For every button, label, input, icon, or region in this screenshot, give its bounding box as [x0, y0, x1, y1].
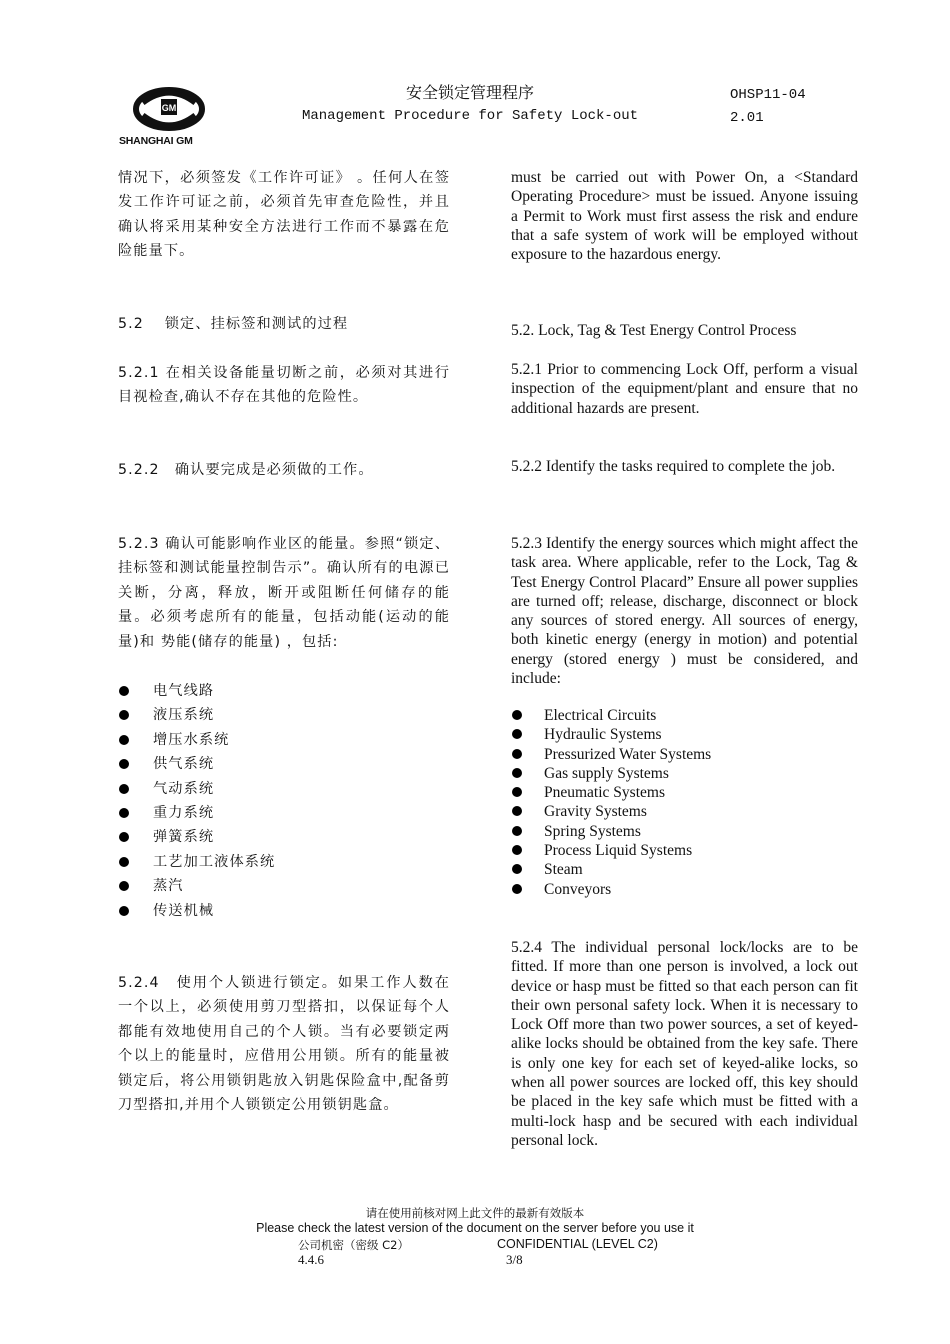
list-item: 增压水系统 — [118, 728, 450, 752]
list-item: Conveyors — [511, 880, 858, 899]
list-item: Process Liquid Systems — [511, 841, 858, 860]
list-item: Electrical Circuits — [511, 706, 858, 725]
list-item: Gravity Systems — [511, 802, 858, 821]
bullet-icon — [119, 759, 129, 769]
cn-intro-paragraph: 情况下，必须签发《工作许可证》 。任何人在签发工作许可证之前，必须首先审查危险性，并且确认将采用某种安全方法进行工作而不暴露在危险能量下。 — [118, 170, 450, 260]
bullet-icon — [512, 826, 522, 836]
cn-section-5-2-4: 5.2.4 使用个人锁进行锁定。如果工作人数在一个以上，必须使用剪刀型搭扣，以保证每个人都能有效地使用自己的个人锁。当有必要锁定两个以上的能量时，应借用公用锁。所有的能量被锁定后，将公用锁钥匙放入钥匙保险盒中,配备剪刀型搭扣,并用个人锁锁定公用锁钥匙盒。 — [118, 975, 450, 1114]
en-section-5-2-2: 5.2.2 Identify the tasks required to complete the job. — [511, 458, 836, 475]
bullet-icon — [119, 784, 129, 794]
footer-page-number: 3/8 — [506, 1252, 523, 1267]
footer-note-en: Please check the latest version of the document on the server before you use it — [256, 1221, 694, 1235]
bullet-icon — [512, 749, 522, 759]
bullet-icon — [512, 845, 522, 855]
bullet-icon — [119, 710, 129, 720]
bullet-icon — [512, 884, 522, 894]
cn-section-5-2-2: 5.2.2 确认要完成是必须做的工作。 — [118, 462, 374, 478]
bullet-icon — [119, 857, 129, 867]
cn-energy-source-list — [118, 679, 450, 923]
bullet-icon — [512, 710, 522, 720]
list-item: Pneumatic Systems — [511, 783, 858, 802]
en-section-5-2-heading: 5.2. Lock, Tag & Test Energy Control Process — [511, 322, 797, 339]
list-item: 电气线路 — [118, 679, 450, 703]
footer-version: 4.4.6 — [298, 1252, 324, 1267]
bullet-icon — [512, 768, 522, 778]
en-intro-paragraph: must be carried out with Power On, a <Standard Operating Procedure> must be issued. Anyone issuing a Permit to Work must first assess the risk and endure that a safe system of work will be employed without exposure to the hazardous energy. — [511, 169, 858, 264]
en-energy-source-list — [511, 706, 858, 899]
bullet-icon — [512, 864, 522, 874]
cn-section-5-2-3: 5.2.3 确认可能影响作业区的能量。参照“锁定、挂标签和测试能量控制告示”。确认所有的电源已关断，分离，释放，断开或阻断任何储存的能量。必须考虑所有的能量，包括动能(运动的能量)和 势能(储存的能量) ，包括: — [118, 536, 450, 650]
bullet-icon — [119, 735, 129, 745]
bullet-icon — [119, 686, 129, 696]
bullet-icon — [119, 881, 129, 891]
cn-section-5-2-1: 5.2.1 在相关设备能量切断之前，必须对其进行目视检查,确认不存在其他的危险性。 — [118, 365, 450, 406]
list-item: 气动系统 — [118, 777, 450, 801]
list-item: Hydraulic Systems — [511, 725, 858, 744]
bullet-icon — [512, 806, 522, 816]
footer-confidential-cn: 公司机密（密级 C2） — [298, 1238, 410, 1252]
list-item: 液压系统 — [118, 703, 450, 727]
doc-revision: 2.01 — [730, 110, 764, 126]
doc-code: OHSP11-04 — [730, 87, 806, 103]
list-item: Pressurized Water Systems — [511, 745, 858, 764]
en-section-5-2-4: 5.2.4 The individual personal lock/locks are to be fitted. If more than one person is involved, a lock out device or hasp must be fitted so that each person can fit their own personal safety lock. When it is necessary to Lock Off more than two power sources, a set of keyed-alike locks should be obtained from the key safe. There is only one key for each set of keyed-alike locks, so when all power sources are locked off, this key should be placed in the key safe which must be fitted with a multi-lock hasp and be secured with each individual personal lock. — [511, 939, 858, 1149]
list-item: 弹簧系统 — [118, 825, 450, 849]
logo-text: SHANGHAI GM — [119, 135, 193, 147]
list-item: 蒸汽 — [118, 874, 450, 898]
bullet-icon — [512, 787, 522, 797]
list-item: Gas supply Systems — [511, 764, 858, 783]
en-section-5-2-3: 5.2.3 Identify the energy sources which might affect the task area. Where applicable, refer to the Lock, Tag & Test Energy Control Placard” Ensure all power supplies are turned off; release, discharge, disconnect or block any sources of stored energy. All sources of energy, both kinetic energy (energy in motion) and potential energy (stored energy ) must be considered, and include: — [511, 535, 858, 688]
list-item: 传送机械 — [118, 899, 450, 923]
bullet-icon — [119, 832, 129, 842]
list-item: Spring Systems — [511, 822, 858, 841]
footer-confidential-en: CONFIDENTIAL (LEVEL C2) — [497, 1237, 658, 1251]
cn-section-5-2-heading: 5.2 锁定、挂标签和测试的过程 — [118, 316, 349, 332]
en-section-5-2-1: 5.2.1 Prior to commencing Lock Off, perform a visual inspection of the equipment/plant and ensure that no additional hazards are present. — [511, 361, 858, 417]
bullet-icon — [512, 729, 522, 739]
list-item: Steam — [511, 860, 858, 879]
list-item: 工艺加工液体系统 — [118, 850, 450, 874]
logo-badge: GM — [161, 103, 177, 113]
list-item: 供气系统 — [118, 752, 450, 776]
bullet-icon — [119, 906, 129, 916]
list-item: 重力系统 — [118, 801, 450, 825]
bullet-icon — [119, 808, 129, 818]
doc-title-en: Management Procedure for Safety Lock-out — [301, 108, 639, 124]
doc-title-cn: 安全锁定管理程序 — [405, 83, 534, 102]
footer-note-cn: 请在使用前核对网上此文件的最新有效版本 — [365, 1206, 585, 1220]
